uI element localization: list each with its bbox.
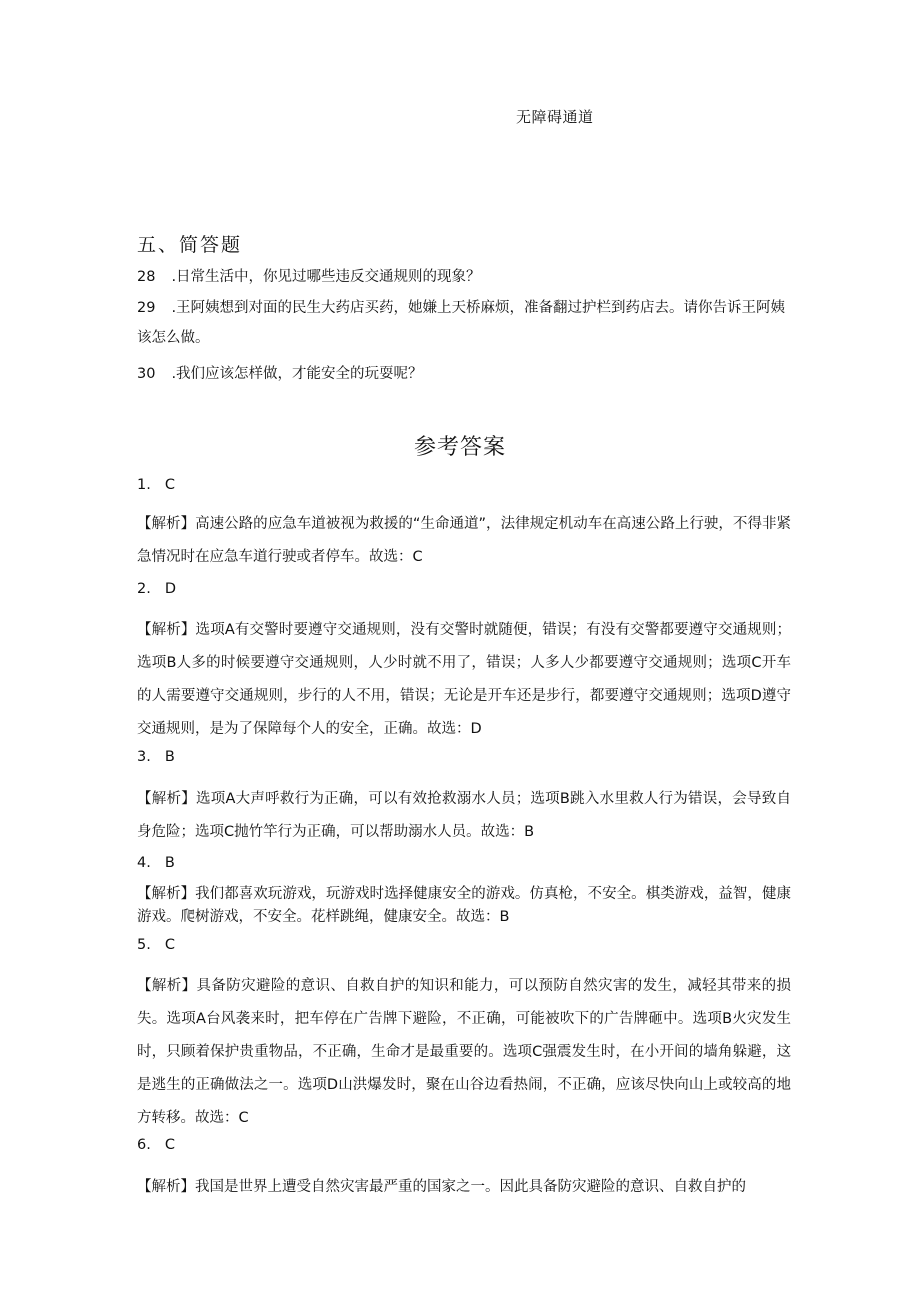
answer-number: 5. [137, 937, 151, 953]
question-30 [137, 359, 792, 389]
answer-letter: C [164, 1137, 175, 1153]
answer-1 [137, 477, 175, 493]
answer-4-analysis: 【解析】我们都喜欢玩游戏，玩游戏时选择健康安全的游戏。仿真枪，不安全。棋类游戏，益智，健康游戏。爬树游戏，不安全。花样跳绳，健康安全。故选：B [137, 886, 791, 925]
answer-5 [137, 937, 175, 953]
question-text: .日常生活中，你见过哪些违反交通规则的现象？ [171, 269, 481, 285]
answer-letter: B [164, 749, 175, 765]
question-29 [137, 293, 792, 353]
answer-letter: C [164, 477, 175, 493]
answer-letter: B [164, 855, 175, 871]
answer-1-analysis: 【解析】高速公路的应急车道被视为救援的“生命通道”，法律规定机动车在高速公路上行驶，不得非紧急情况时在应急车道行驶或者停车。故选：C [137, 516, 791, 565]
answer-letter: D [164, 581, 177, 597]
answer-2-analysis: 【解析】选项A有交警时要遵守交通规则，没有交警时就随便，错误；有没有交警都要遵守交通规则；选项B人多的时候要遵守交通规则，人少时就不用了，错误；人多人少都要遵守交通规则；选项C开车的人需要遵守交通规则，步行的人不用，错误；无论是开车还是步行，都要遵守交通规则；选项D遵守交通规则，是为了保障每个人的安全，正确。故选：D [137, 622, 791, 737]
answers-title: 参考答案 [413, 435, 506, 460]
question-text: .我们应该怎样做，才能安全的玩耍呢？ [171, 366, 423, 382]
answer-number: 6. [137, 1137, 151, 1153]
question-number: 30 [137, 366, 156, 382]
answer-4 [137, 855, 175, 871]
answer-5-analysis: 【解析】具备防灾避险的意识、自救自护的知识和能力，可以预防自然灾害的发生，减轻其带来的损失。选项A台风袭来时，把车停在广告牌下避险，不正确，可能被吹下的广告牌砸中。选项B火灾发生时，只顾着保护贵重物品，不正确，生命才是最重要的。选项C强震发生时，在小开间的墙角躲避，这是逃生的正确做法之一。选项D山洪爆发时，聚在山谷边看热闹，不正确，应该尽快向山上或较高的地方转移。故选：C [137, 978, 791, 1126]
question-number: 28 [137, 269, 156, 285]
answer-3 [137, 749, 175, 765]
answer-number: 4. [137, 855, 151, 871]
image-caption: 无障碍通道 [516, 108, 594, 126]
question-text: .王阿姨想到对面的民生大药店买药，她嫌上天桥麻烦，准备翻过护栏到药店去。请你告诉王阿姨该怎么做。 [137, 300, 786, 346]
answer-number: 2. [137, 581, 151, 597]
question-number: 29 [137, 300, 156, 316]
answer-letter: C [164, 937, 175, 953]
answer-3-analysis: 【解析】选项A大声呼救行为正确，可以有效抢救溺水人员；选项B跳入水里救人行为错误，会导致自身危险；选项C抛竹竿行为正确，可以帮助溺水人员。故选：B [137, 791, 791, 840]
answer-6-analysis: 【解析】我国是世界上遭受自然灾害最严重的国家之一。因此具备防灾避险的意识、自救自护的 [137, 1179, 746, 1195]
question-28 [137, 262, 792, 292]
answer-6 [137, 1137, 175, 1153]
section-title: 五、简答题 [137, 234, 243, 256]
answer-number: 1. [137, 477, 151, 493]
answer-2 [137, 581, 176, 597]
answer-number: 3. [137, 749, 151, 765]
